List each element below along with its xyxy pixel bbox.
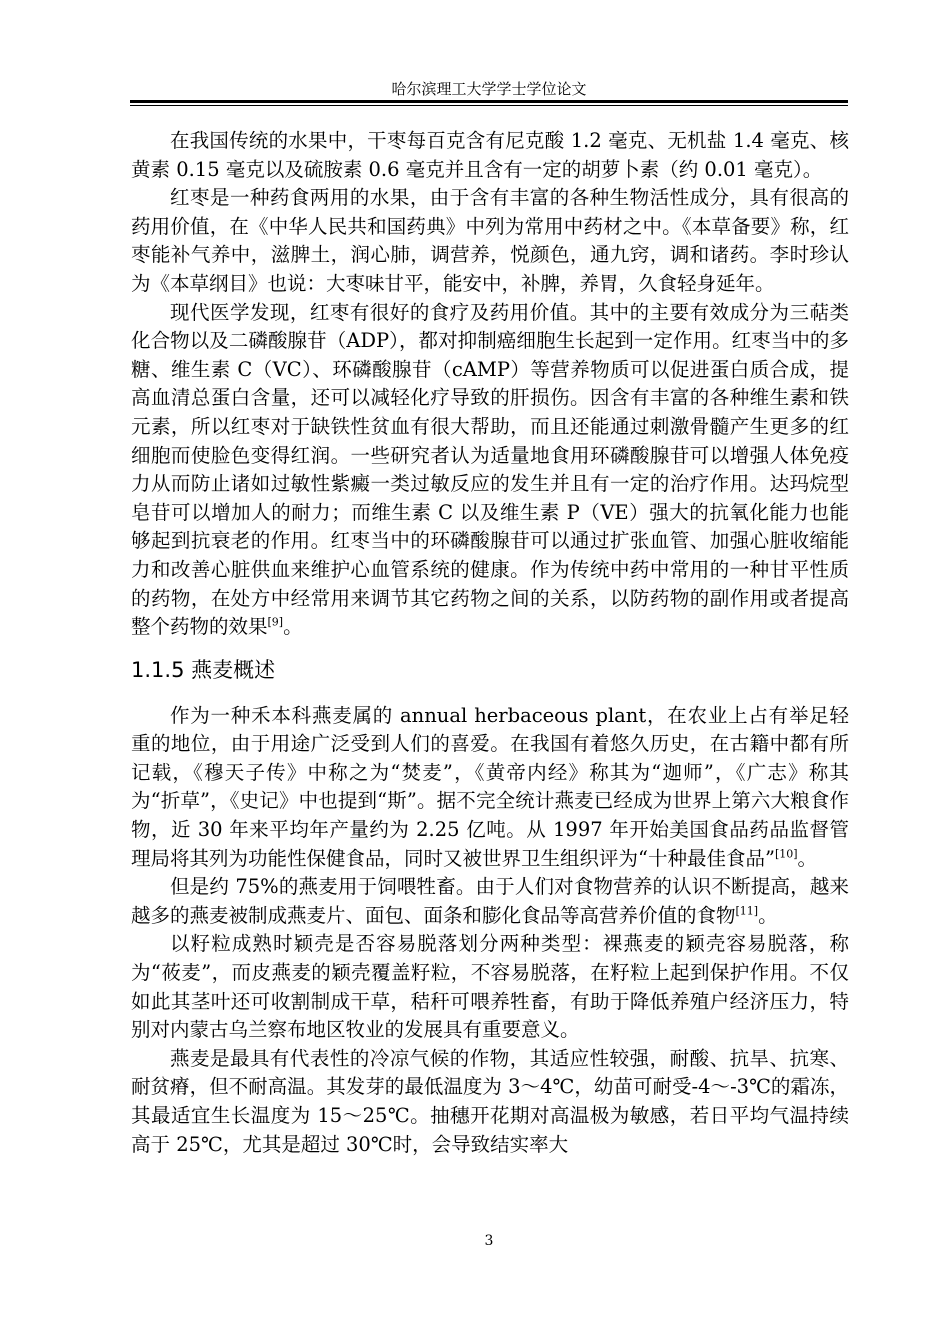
citation: [11] (735, 904, 759, 918)
running-header: 哈尔滨理工大学学士学位论文 (391, 80, 587, 98)
header-rule-thin (130, 105, 848, 106)
paragraph: 以籽粒成熟时颖壳是否容易脱落划分两种类型：裸燕麦的颖壳容易脱落，称为“莜麦”，而皮燕麦的颖壳覆盖籽粒，不容易脱落，在籽粒上起到保护作用。不仅如此其茎叶还可收割制成干草，秸秆可喂养牲畜，有助于降低养殖户经济压力，特别对内蒙古乌兰察布地区牧业的发展具有重要意义。 (131, 932, 849, 1042)
paragraph: 红枣是一种药食两用的水果，由于含有丰富的各种生物活性成分，具有很高的药用价值，在《中华人民共和国药典》中列为常用中药材之中。《本草备要》称，红枣能补气养中，滋脾土，润心肺，调营养，悦颜色，通九窍，调和诸药。李时珍认为《本草纲目》也说：大枣味甘平，能安中，补脾，养胃，久食轻身延年。 (131, 186, 849, 295)
citation: [10] (774, 847, 798, 861)
header-rule-thick (130, 100, 848, 103)
section-heading: 1.1.5 燕麦概述 (131, 657, 276, 682)
paragraph: 现代医学发现，红枣有很好的食疗及药用价值。其中的主要有效成分为三萜类化合物以及二磷酸腺苷（ADP），都对抑制癌细胞生长起到一定作用。红枣当中的多糖、维生素 C（VC）、环磷酸腺苷（cAMP）等营养物质可以促进蛋白质合成，提高血清总蛋白含量，还可以减轻化疗导致的肝损伤。因含有丰富的各种维生素和铁元素，所以红枣对于缺铁性贫血有很大帮助，而且还能通过刺激骨髓产生更多的红细胞而使脸色变得红润。一些研究者认为适量地食用环磷酸腺苷可以增强人体免疫力从而防止诸如过敏性紫癜一类过敏反应的发生并且有一定的治疗作用。达玛烷型皂苷可以增加人的耐力；而维生素 C 以及维生素 P（VE）强大的抗氧化能力也能够起到抗衰老的作用。红枣当中的环磷酸腺苷可以通过扩张血管、加强心脏收缩能力和改善心脏供血来维护心血管系统的健康。作为传统中药中常用的一种甘平性质的药物，在处方中经常用来调节其它药物之间的关系，以防药物的副作用或者提高整个药物的效果[9]。 (131, 300, 849, 639)
document-body (131, 127, 849, 1159)
paragraph: 作为一种禾本科燕麦属的 annual herbaceous plant，在农业上占有举足轻重的地位，由于用途广泛受到人们的喜爱。在我国有着悠久历史，在古籍中都有所记载，《穆天子传》中称之为“焚麦”，《黄帝内经》称其为“迦师”，《广志》称其为“折草”，《史记》中也提到“斯”。据不完全统计燕麦已经成为世界上第六大粮食作物，近 30 年来平均年产量约为 2.25 亿吨。从 1997 年开始美国食品药品监督管理局将其列为功能性保健食品，同时又被世界卫生组织评为“十种最佳食品”[10]。 (131, 703, 849, 870)
paragraph: 在我国传统的水果中，干枣每百克含有尼克酸 1.2 毫克、无机盐 1.4 毫克、核黄素 0.15 毫克以及硫胺素 0.6 毫克并且含有一定的胡萝卜素（约 0.01 毫克）。 (131, 129, 849, 181)
citation: [9] (267, 615, 284, 629)
paragraph: 燕麦是最具有代表性的冷凉气候的作物，其适应性较强，耐酸、抗旱、抗寒、耐贫瘠，但不耐高温。其发芽的最低温度为 3～4℃，幼苗可耐受-4～-3℃的霜冻，其最适宜生长温度为 15～25℃。抽穗开花期对高温极为敏感，若日平均气温持续高于 25℃，尤其是超过 30℃时，会导致结实率大 (131, 1046, 849, 1156)
page-number: 3 (484, 1233, 494, 1249)
paragraph: 但是约 75%的燕麦用于饲喂牲畜。由于人们对食物营养的认识不断提高，越来越多的燕麦被制成燕麦片、面包、面条和膨化食品等高营养价值的食物[11]。 (131, 875, 849, 927)
